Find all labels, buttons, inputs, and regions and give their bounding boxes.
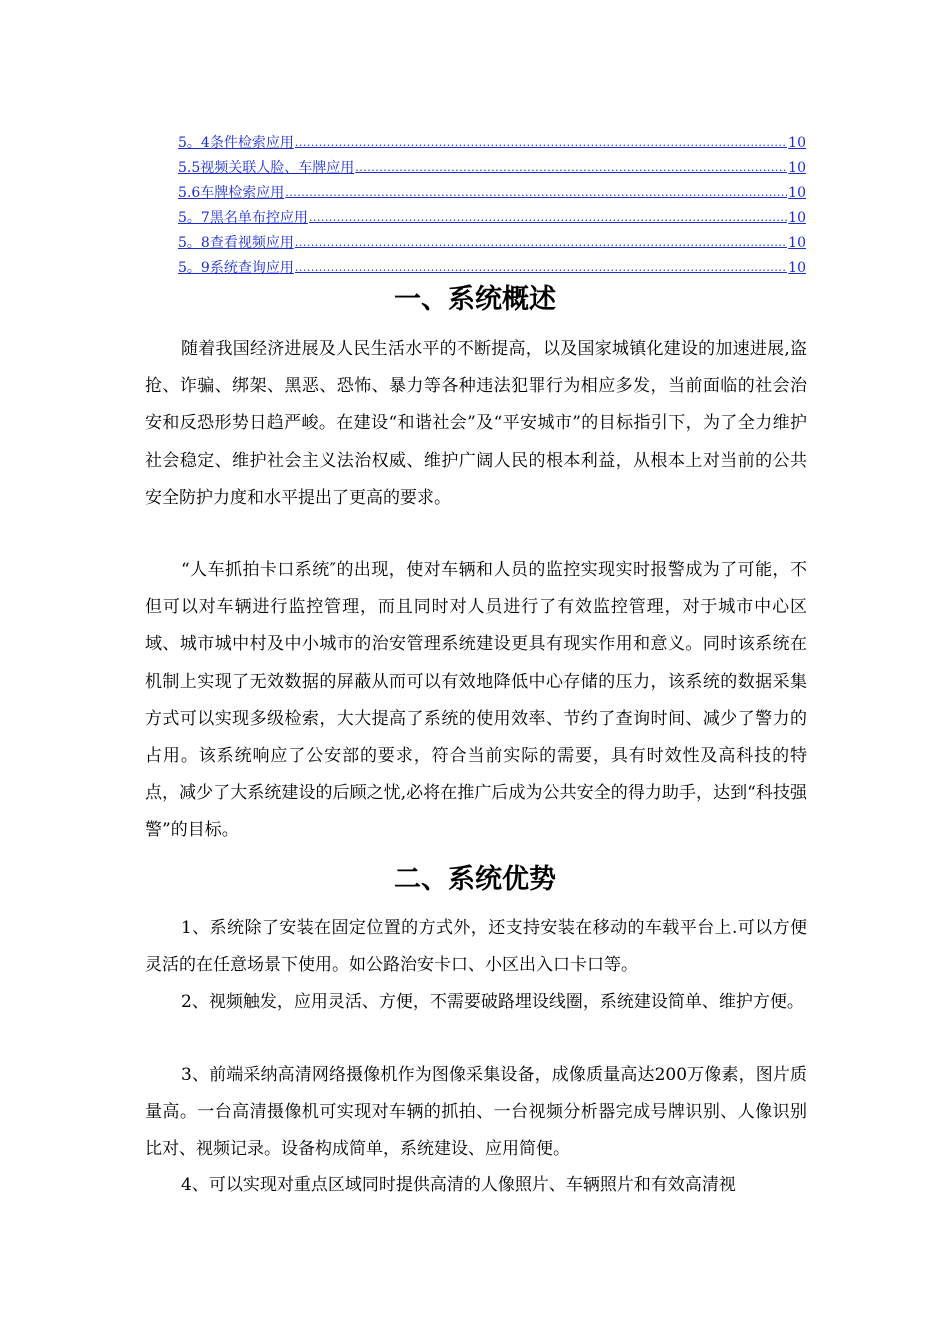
toc-entry[interactable] <box>178 152 806 177</box>
toc-dot-leader <box>309 209 787 227</box>
section-heading-overview: 一、系统概述 <box>394 284 556 315</box>
toc-entry-page: 10 <box>788 185 806 201</box>
advantage-paragraph: 1、系统除了安装在固定位置的方式外，还支持安装在移动的车载平台上.可以方便灵活的在任意场景下使用。如公路治安卡口、小区出入口卡口等。 <box>145 918 807 976</box>
toc-entry-title: 5。9系统查询应用 <box>178 260 294 276</box>
toc-entry[interactable] <box>178 202 806 227</box>
toc-entry-title: 5。4条件检索应用 <box>178 135 294 151</box>
toc-dot-leader <box>295 259 787 277</box>
table-of-contents <box>178 127 806 277</box>
toc-entry-page: 10 <box>788 260 806 276</box>
advantage-paragraph: 2、视频触发，应用灵活、方便，不需要破路埋设线圈，系统建设简单、维护方便。 <box>181 992 804 1012</box>
toc-dot-leader <box>295 134 787 152</box>
toc-entry-page: 10 <box>788 160 806 176</box>
toc-entry-title: 5.6车牌检索应用 <box>178 185 285 201</box>
overview-paragraph: 随着我国经济进展及人民生活水平的不断提高，以及国家城镇化建设的加速进展,盗抢、诈骗、绑架、黑恶、恐怖、暴力等各种违法犯罪行为相应多发，当前面临的社会治安和反恐形势日趋严峻。在建设“和谐社会”及“平安城市”的目标指引下，为了全力维护社会稳定、维护社会主义法治权威、维护广阔人民的根本利益，从根本上对当前的公共安全防护力度和水平提出了更高的要求。 <box>145 339 807 508</box>
toc-dot-leader <box>295 234 787 252</box>
toc-dot-leader <box>355 159 787 177</box>
toc-entry-title: 5。8查看视频应用 <box>178 235 294 251</box>
toc-entry[interactable] <box>178 177 806 202</box>
toc-entry[interactable] <box>178 127 806 152</box>
toc-entry-title: 5.5视频关联人脸、车牌应用 <box>178 160 355 176</box>
toc-entry-title: 5。7黑名单布控应用 <box>178 210 308 226</box>
section-heading-advantages: 二、系统优势 <box>394 864 556 895</box>
advantage-paragraph: 3、前端采纳高清网络摄像机作为图像采集设备，成像质量高达200万像素，图片质量高。一台高清摄像机可实现对车辆的抓拍、一台视频分析器完成号牌识别、人像识别比对、视频记录。设备构成简单，系统建设、应用简便。 <box>145 1065 807 1160</box>
toc-dot-leader <box>285 184 787 202</box>
toc-entry[interactable] <box>178 252 806 277</box>
toc-entry[interactable] <box>178 227 806 252</box>
toc-entry-page: 10 <box>788 135 806 151</box>
advantage-paragraph: 4、可以实现对重点区域同时提供高清的人像照片、车辆照片和有效高清视 <box>181 1175 736 1195</box>
overview-paragraph: “人车抓拍卡口系统″的出现，使对车辆和人员的监控实现实时报警成为了可能，不但可以对车辆进行监控管理，而且同时对人员进行了有效监控管理，对于城市中心区域、城市城中村及中小城市的治安管理系统建设更具有现实作用和意义。同时该系统在机制上实现了无效数据的屏蔽从而可以有效地降低中心存储的压力，该系统的数据采集方式可以实现多级检索，大大提高了系统的使用效率、节约了查询时间、减少了警力的占用。该系统响应了公安部的要求，符合当前实际的需要，具有时效性及高科技的特点，减少了大系统建设的后顾之忧,必将在推广后成为公共安全的得力助手，达到“科技强警”的目标。 <box>145 560 807 841</box>
toc-entry-page: 10 <box>788 210 806 226</box>
toc-entry-page: 10 <box>788 235 806 251</box>
